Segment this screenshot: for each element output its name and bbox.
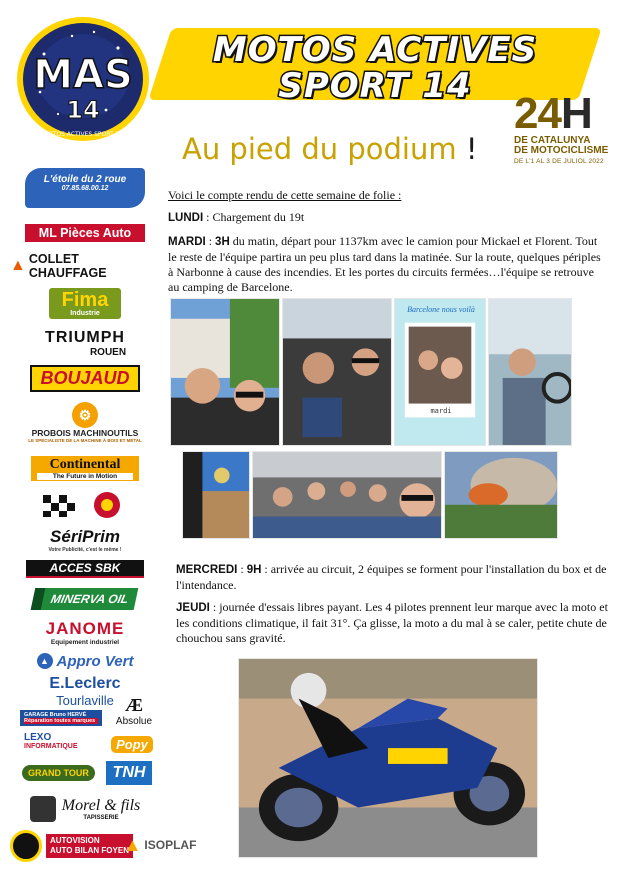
day-text: : arrivée au circuit, 2 équipes se forment pour l'installation du box et de l'intendance. [176, 562, 607, 592]
sponsor-logo-tornado [10, 488, 160, 522]
sponsor-logo-popy [104, 732, 160, 756]
day-label: LUNDI [168, 212, 204, 224]
sponsor-name: Popy [111, 736, 153, 753]
banner-line-2: SPORT 14 [278, 66, 472, 106]
sponsor-logo-morel [10, 792, 160, 826]
day-jeudi [176, 600, 608, 646]
day-text: du matin, départ pour 1137km avec le camion pour Mickael et Florent. Tout le reste de l'équipe partira un peu plus tard dans la matinée. Sur la route, quelques périples à Narbonne à cause des incendies. Et les portes du circuits fermées…l'équipe se retrouve au camping de Barcelone. [168, 234, 601, 294]
sponsor-name: BOUJAUD [30, 365, 139, 392]
day-label: JEUDI [176, 602, 210, 614]
sponsor-name: ML Pièces Auto [25, 224, 145, 242]
gear-icon: ⚙ [72, 402, 98, 428]
event-logo [514, 89, 610, 165]
sponsor-logo-etoile [10, 168, 160, 208]
photo-camping-selfie [170, 298, 280, 446]
day-text: journée d'essais libres payant. Les 4 pilotes prennent leur marque avec la moto et les conditions climatique, il fait 31°. Ça glisse, la moto a du mal à se caler, petite chute de chouchou sans gravité. [176, 600, 608, 645]
separator: : [205, 234, 216, 248]
photo-driver [488, 298, 572, 446]
sponsor-name: JANOME [45, 618, 125, 638]
sponsor-name: COLLET CHAUFFAGE [28, 252, 107, 280]
sponsor-logo-janome [10, 618, 160, 646]
day-lundi [168, 210, 608, 226]
headline [182, 132, 477, 166]
sponsor-logo-seriprim [10, 526, 160, 554]
sponsor-name: GARAGE Bruno HERVÉ [24, 712, 87, 718]
banner-line-1: MOTOS ACTIVES [212, 30, 538, 70]
leaf-icon: ▲ [37, 653, 53, 669]
club-logo-letters: MAS [33, 52, 133, 98]
separator: : [203, 210, 213, 224]
sponsor-logo-collet [10, 254, 160, 278]
sponsor-logo-isoplaf [120, 830, 200, 860]
sponsor-name: E.Leclerc [49, 674, 121, 692]
photo-polaroid [394, 298, 486, 446]
sponsor-logo-appro-vert [10, 650, 160, 672]
sponsor-logo-absolue: Æ Absolue [115, 695, 153, 727]
event-logo-line2: DE MOTOCICLISME [514, 145, 609, 156]
polaroid-caption-top: Barcelone nous voilà [407, 305, 475, 314]
event-logo-line3: DE L'1 AL 3 DE JULIOL 2022 [514, 158, 604, 165]
sponsor-name: SériPrim [50, 527, 120, 546]
day-mardi [168, 234, 608, 295]
sponsor-sub: TAPISSERIE [83, 815, 119, 821]
sponsor-name: GRAND TOUR [22, 765, 95, 781]
sponsor-name: ISOPLAF [144, 838, 197, 852]
sponsor-name: Absolue [115, 716, 153, 727]
sponsor-sub: AUTO BILAN FOYEN [50, 846, 129, 855]
polaroid-caption-bottom: mardi [430, 407, 452, 415]
club-logo-number: 14 [66, 96, 100, 124]
headline-text: Au pied du podium [182, 132, 457, 166]
event-logo-h: H [560, 89, 592, 138]
sponsor-name: ACCES SBK [26, 560, 144, 578]
photo-fire-smoke [444, 451, 558, 539]
sponsor-sub: ROUEN [89, 346, 127, 358]
sponsor-sub: Tourlaville [56, 692, 114, 708]
checkered-flag-icon [37, 489, 133, 521]
photo-road [182, 451, 250, 539]
sponsor-name: LEXO [24, 732, 52, 743]
separator: : [237, 562, 247, 576]
sponsor-sub: The Future in Motion [37, 473, 133, 480]
sponsor-logo-ml-pieces [10, 222, 160, 244]
sponsor-sub: Réparation toutes marques [24, 718, 98, 724]
event-logo-24: 24 [514, 89, 561, 138]
sponsor-name: Morel & fils [61, 797, 141, 814]
sponsor-name: MINERVA OIL [31, 588, 139, 610]
club-logo [14, 14, 152, 144]
sponsor-name: TNH [106, 761, 153, 785]
sponsor-sub: LE SPÉCIALISTE DE LA MACHINE À BOIS ET MÉTAL [28, 437, 142, 443]
intro-text: Voici le compte rendu de cette semaine de folie : [168, 188, 402, 202]
sponsor-name: Appro Vert [56, 652, 134, 670]
sponsor-name: TRIUMPH [45, 328, 125, 346]
photo-racing-motorcycle [238, 658, 538, 858]
sponsor-sub: Votre Publicité, c'est le même ! [48, 547, 122, 553]
sponsor-sub: INFORMATIQUE [24, 743, 78, 750]
event-logo-line1: DE CATALUNYA [514, 135, 591, 146]
sponsor-logo-minerva [10, 584, 160, 614]
sponsor-logo-probois [10, 396, 160, 448]
workshop-icon [30, 796, 56, 822]
sponsor-logo-continental [10, 452, 160, 484]
club-logo-ring-text: MOTOS ACTIVES SPORT 14 [42, 131, 124, 138]
sponsor-name: AUTOVISION [50, 836, 100, 845]
sponsor-name: PROBOIS MACHINOUTILS [31, 427, 139, 438]
day-text: Chargement du 19t [212, 210, 305, 224]
day-label: MERCREDI [176, 564, 238, 576]
sponsor-name: L'étoile du 2 roue [43, 174, 127, 185]
sponsor-name: Continental [49, 456, 121, 472]
sponsor-logo-acces-sbk [10, 560, 160, 578]
day-mercredi [176, 562, 608, 593]
sponsor-logo-triumph [10, 326, 160, 360]
sponsor-sub: Industrie [70, 309, 100, 317]
photo-van-group [252, 451, 442, 539]
separator: : [209, 600, 220, 614]
sponsor-logo-tnh [98, 756, 160, 790]
sponsor-logo-fima [10, 284, 160, 322]
sponsor-logo-boujaud [10, 364, 160, 392]
day-time: 9H [246, 564, 262, 576]
sponsor-name: Fima [61, 288, 109, 311]
sponsor-sub: Equipement industriel [50, 638, 120, 646]
day-time: 3H [215, 236, 230, 248]
flame-icon: ▲ [10, 257, 26, 274]
day-label: MARDI [168, 236, 206, 248]
headline-mark: ! [465, 132, 478, 166]
badge-icon [10, 830, 42, 862]
house-icon: ▲ [123, 834, 142, 855]
photo-truck-cab [282, 298, 392, 446]
sponsor-sub: 07.85.68.00.12 [61, 185, 109, 192]
